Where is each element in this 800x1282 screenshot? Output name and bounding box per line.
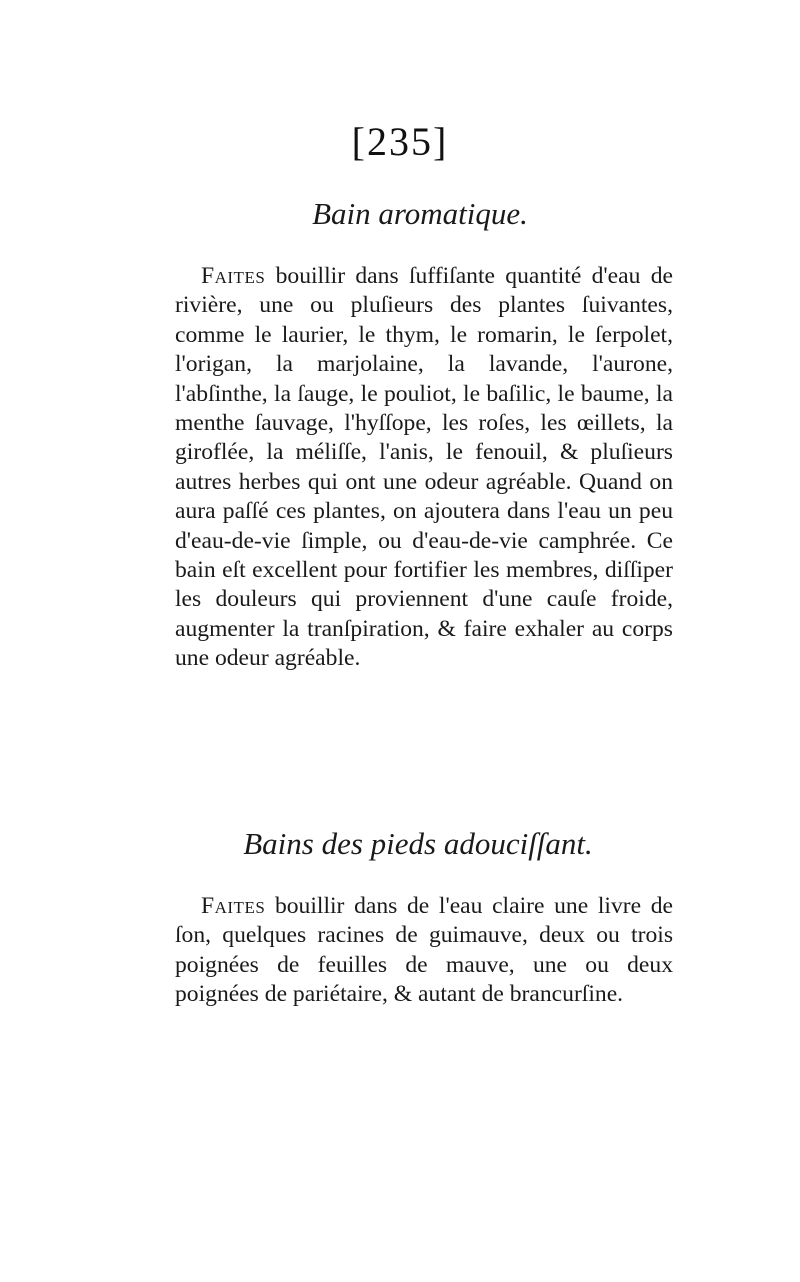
paragraph-text: bouillir dans ſuffiſante quantité d'eau de rivière, une ou pluſieurs des plantes ſuivantes, comme le laurier, le thym, le romarin, le ſerpolet, l'origan, la marjolaine, la lavande, l'aurone, l'abſinthe, la ſauge, le pouliot, le baſilic, le baume, la menthe ſauvage, l'hyſſope, les roſes, les œillets, la giroflée, la méliſſe, l'anis, le fenouil, & pluſieurs autres herbes qui ont une odeur agréable. Quand on aura paſſé ces plantes, on ajoutera dans l'eau un peu d'eau-de-vie ſimple, ou d'eau-de-vie camphrée. Ce bain eſt excellent pour fortifier les membres, diſſiper les douleurs qui proviennent d'une cauſe froide, augmenter la tranſpiration, & faire exhaler au corps une odeur agréable.	[175, 263, 673, 672]
section-body-bain-aromatique	[175, 262, 673, 674]
section-title-bains-des-pieds: Bains des pieds adouciſſant.	[243, 826, 593, 861]
paragraph-lead-word: Faites	[201, 893, 266, 919]
section-body-bains-des-pieds	[175, 892, 673, 1010]
section-title-bain-aromatique: Bain aromatique.	[312, 196, 528, 231]
paragraph-lead-word: Faites	[201, 263, 266, 289]
paragraph-text: bouillir dans de l'eau claire une livre de ſon, quelques racines de guimauve, deux ou trois poignées de feuilles de mauve, une ou deux poignées de pariétaire, & autant de brancurſine.	[175, 893, 673, 1008]
page-number: [235]	[351, 119, 449, 164]
